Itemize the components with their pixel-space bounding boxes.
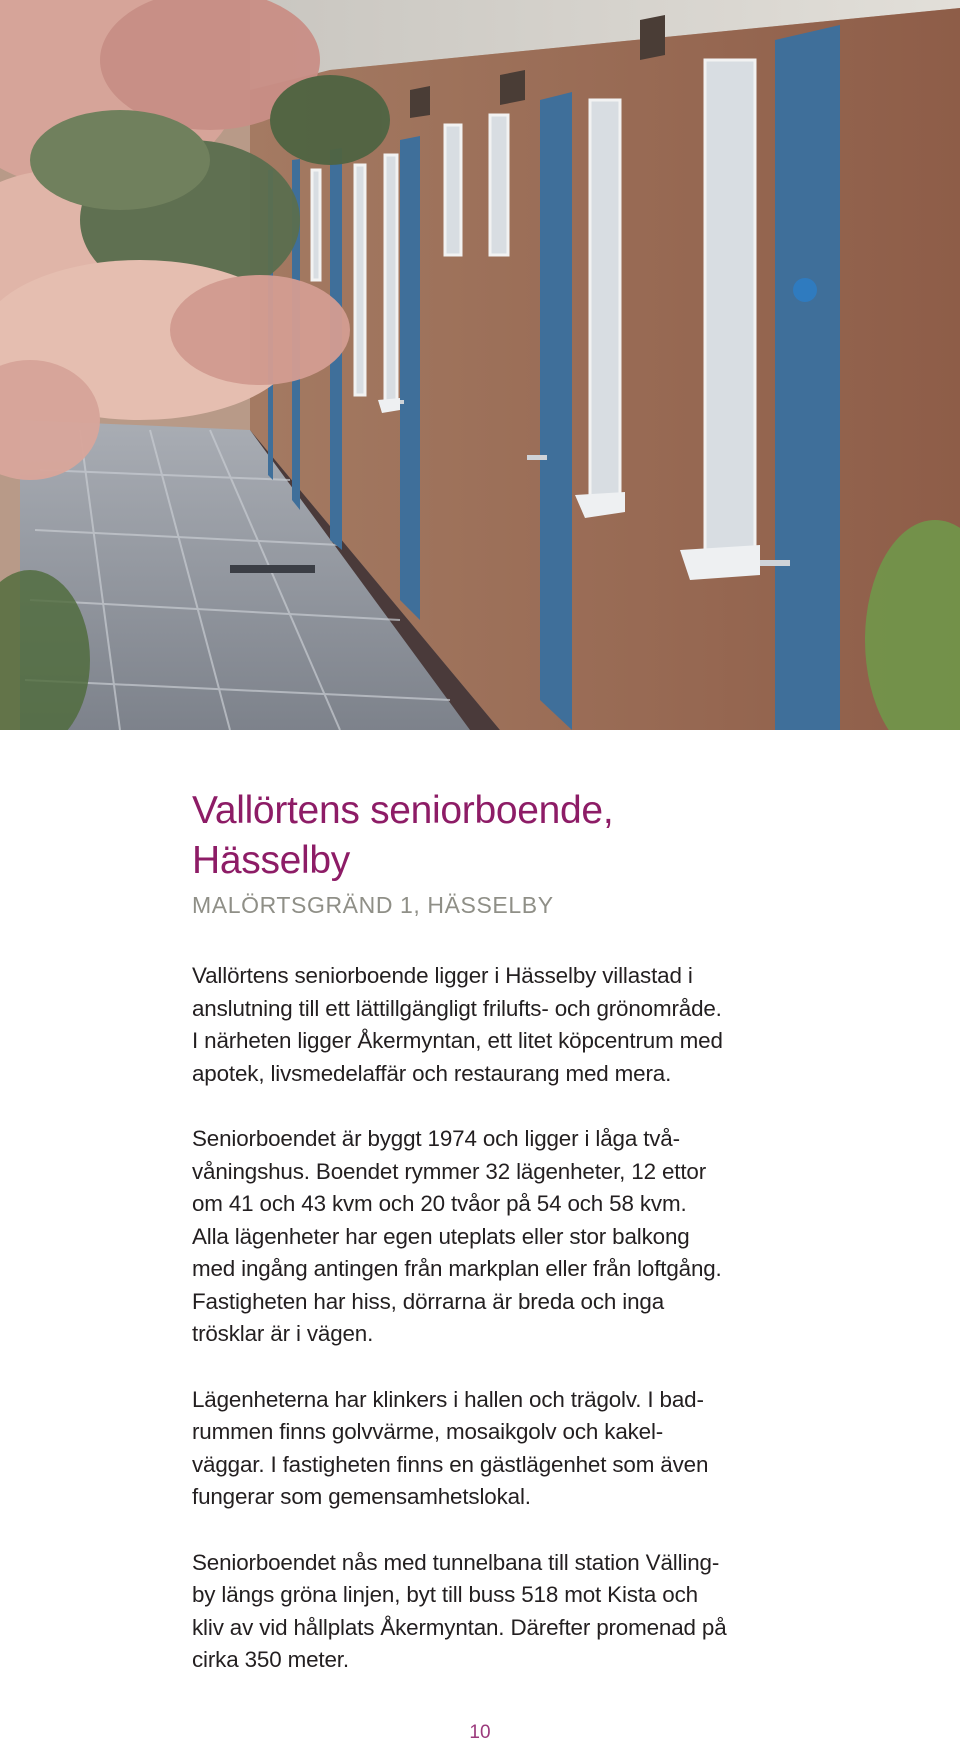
address: MALÖRTSGRÄND 1, HÄSSELBY [192,892,554,918]
text-line: Vallörtens seniorboende ligger i Hässelby villastad i [192,963,693,988]
text-line: trösklar är i vägen. [192,1321,374,1346]
text-line: by längs gröna linjen, byt till buss 518 mot Kista och [192,1582,698,1607]
title-line-2: Hässelby [192,839,350,882]
paragraph-interior [192,1384,792,1514]
article [192,786,792,1677]
text-line: väggar. I fastigheten finns en gästlägenhet som även [192,1451,709,1477]
header-photo [0,0,960,730]
text-line: rummen finns golvvärme, mosaikgolv och kakel- [192,1419,664,1444]
paragraph-transport [192,1547,792,1677]
text-line: apotek, livsmedelaffär och restaurang med mera. [192,1060,672,1086]
building-corridor-photo [0,0,960,730]
text-line: Lägenheterna har klinkers i hallen och trägolv. I bad- [192,1386,704,1412]
text-line: med ingång antingen från markplan eller från loftgång. [192,1256,722,1281]
text-line: om 41 och 43 kvm och 20 tvåor på 54 och 58 kvm. [192,1191,687,1216]
text-line: Fastigheten har hiss, dörrarna är breda och inga [192,1288,664,1314]
text-line: I närheten ligger Åkermyntan, ett litet köpcentrum med [192,1028,723,1053]
text-line: Seniorboendet nås med tunnelbana till station Välling- [192,1549,720,1575]
text-line: kliv av vid hållplats Åkermyntan. Därefter promenad på [192,1614,727,1640]
page-title [192,786,792,886]
text-line: cirka 350 meter. [192,1647,349,1672]
text-line: våningshus. Boendet rymmer 32 lägenheter, 12 ettor [192,1158,707,1184]
text-line: anslutning till ett lättillgängligt frilufts- och grönområde. [192,995,722,1021]
text-line: Seniorboendet är byggt 1974 och ligger i låga två- [192,1126,680,1151]
page-number: 10 [469,1722,491,1743]
paragraph-building [192,1123,792,1351]
title-line-1: Vallörtens seniorboende, [192,789,614,832]
text-line: fungerar som gemensamhetslokal. [192,1484,531,1509]
text-line: Alla lägenheter har egen uteplats eller stor balkong [192,1223,690,1249]
paragraph-location [192,960,792,1090]
